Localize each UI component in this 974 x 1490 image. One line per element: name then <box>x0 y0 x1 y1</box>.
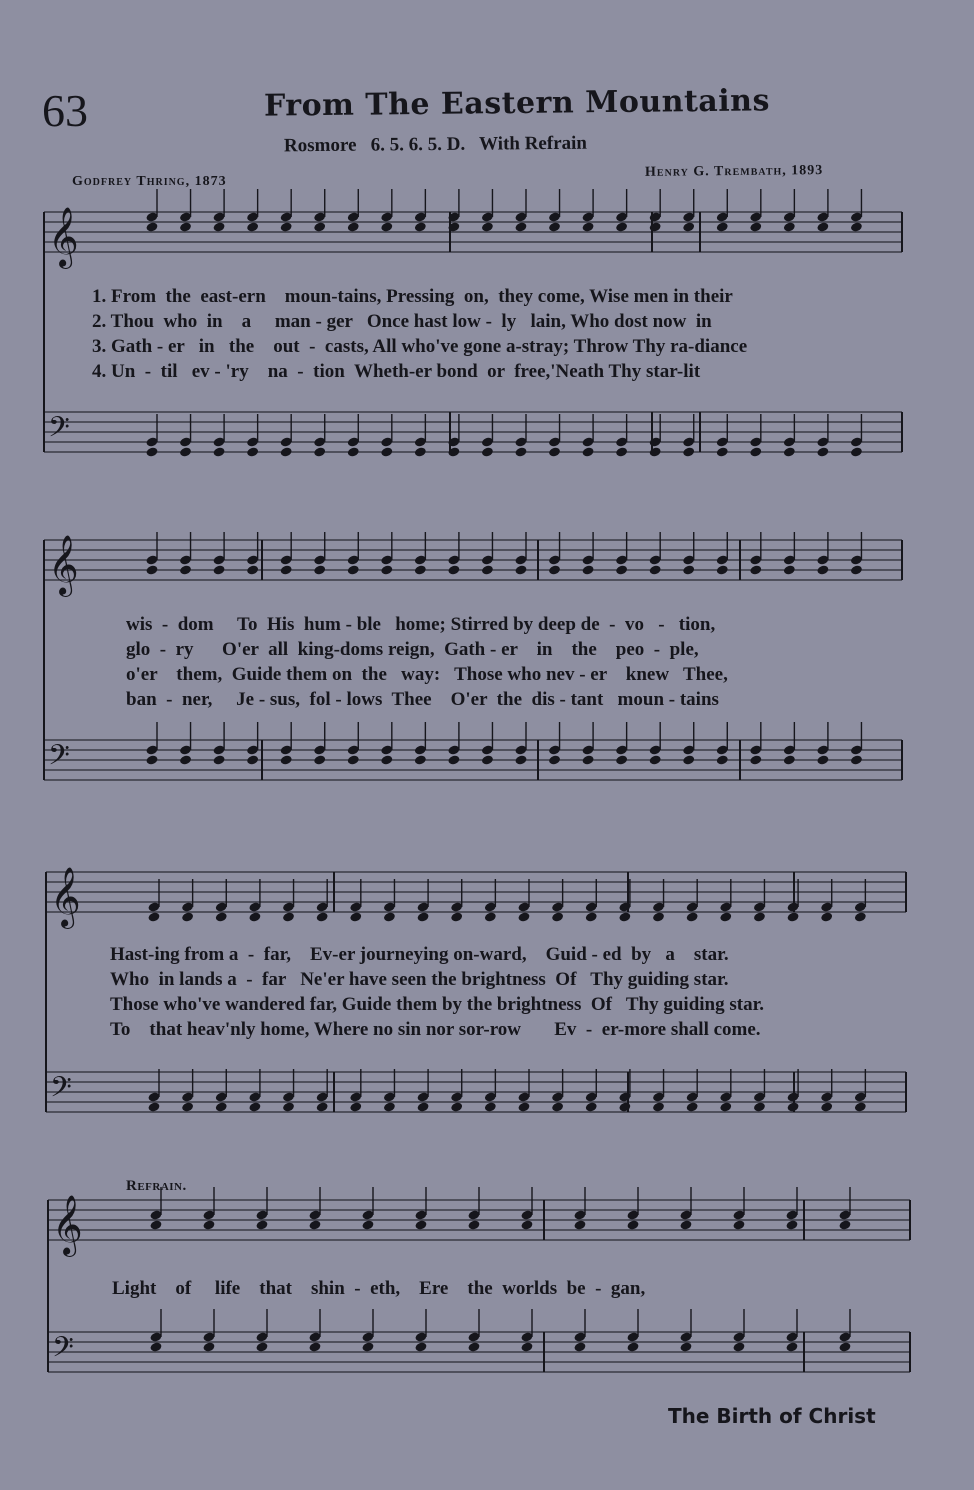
refrain-label: Refrain. <box>126 1178 187 1194</box>
notehead <box>615 446 628 457</box>
notehead <box>716 754 729 765</box>
notehead <box>582 754 595 765</box>
notehead <box>255 1219 268 1230</box>
notehead <box>467 1219 480 1230</box>
notehead <box>361 1219 374 1230</box>
notehead <box>783 221 796 232</box>
notehead <box>181 911 194 922</box>
notehead <box>582 221 595 232</box>
notehead <box>615 564 628 575</box>
notehead <box>213 754 226 765</box>
notehead <box>850 754 863 765</box>
notehead <box>854 911 867 922</box>
notehead <box>816 446 829 457</box>
notehead <box>649 564 662 575</box>
notehead <box>467 1341 480 1352</box>
lyric-line: To that heav'nly home, Where no sin nor sor-row Ev - er-more shall come. <box>110 1019 761 1040</box>
lyric-line: 4. Un - til ev - 'ry na - tion Wheth-er bond or free,'Neath Thy star-lit <box>92 361 701 382</box>
notehead <box>447 754 460 765</box>
notehead <box>787 1101 800 1112</box>
notehead <box>246 446 259 457</box>
notehead <box>383 911 396 922</box>
notehead <box>854 1101 867 1112</box>
notehead <box>213 446 226 457</box>
notehead <box>347 754 360 765</box>
notehead <box>514 564 527 575</box>
notehead <box>255 1341 268 1352</box>
notehead <box>347 221 360 232</box>
notehead <box>785 1219 798 1230</box>
notehead <box>820 911 833 922</box>
lyric-line: 1. From the east-ern moun-tains, Pressing on, they come, Wise men in their <box>92 286 733 307</box>
notehead <box>732 1219 745 1230</box>
treble-clef-icon: 𝄞 <box>50 867 81 927</box>
notehead <box>585 1101 598 1112</box>
notehead <box>732 1341 745 1352</box>
notehead <box>316 1101 329 1112</box>
treble-clef-icon: 𝄞 <box>48 535 79 595</box>
notehead <box>582 446 595 457</box>
notehead <box>215 911 228 922</box>
notehead <box>246 564 259 575</box>
notehead <box>417 911 430 922</box>
notehead <box>783 564 796 575</box>
notehead <box>213 221 226 232</box>
notehead <box>686 911 699 922</box>
bass-clef-icon: 𝄢 <box>50 1071 72 1111</box>
notehead <box>215 1101 228 1112</box>
notehead <box>783 446 796 457</box>
notehead <box>380 754 393 765</box>
notehead <box>414 564 427 575</box>
notehead <box>679 1341 692 1352</box>
tune-meter-line: Rosmore 6. 5. 6. 5. D. With Refrain <box>283 132 588 157</box>
notehead <box>551 911 564 922</box>
bass-clef-icon: 𝄢 <box>48 411 70 451</box>
notehead <box>316 911 329 922</box>
notehead <box>850 221 863 232</box>
notehead <box>308 1341 321 1352</box>
notehead <box>551 1101 564 1112</box>
notehead <box>517 911 530 922</box>
notehead <box>716 564 729 575</box>
notehead <box>649 221 662 232</box>
notehead <box>414 754 427 765</box>
notehead <box>585 911 598 922</box>
notehead <box>682 754 695 765</box>
notehead <box>349 1101 362 1112</box>
notehead <box>145 221 158 232</box>
notehead <box>145 446 158 457</box>
notehead <box>682 221 695 232</box>
notehead <box>447 564 460 575</box>
notehead <box>652 911 665 922</box>
notehead <box>280 446 293 457</box>
notehead <box>548 564 561 575</box>
notehead <box>484 911 497 922</box>
notehead <box>202 1341 215 1352</box>
notehead <box>349 911 362 922</box>
notehead <box>246 754 259 765</box>
bass-clef-icon: 𝄢 <box>52 1331 74 1371</box>
lyric-line: Who in lands a - far Ne'er have seen the brightness Of Thy guiding star. <box>110 969 729 990</box>
notehead <box>649 754 662 765</box>
notehead <box>280 221 293 232</box>
notehead <box>149 1341 162 1352</box>
lyric-line: o'er them, Guide them on the way: Those who nev - er knew Thee, <box>126 664 728 685</box>
notehead <box>816 564 829 575</box>
notehead <box>753 911 766 922</box>
notehead <box>749 564 762 575</box>
notehead <box>308 1219 321 1230</box>
lyric-line: Those who've wandered far, Guide them by the brightness Of Thy guiding star. <box>110 994 765 1015</box>
notehead <box>514 221 527 232</box>
notehead <box>179 564 192 575</box>
notehead <box>615 221 628 232</box>
notehead <box>313 564 326 575</box>
notehead <box>417 1101 430 1112</box>
notehead <box>181 1101 194 1112</box>
notehead <box>682 446 695 457</box>
notehead <box>716 446 729 457</box>
notehead <box>347 564 360 575</box>
lyric-line: wis - dom To His hum - ble home; Stirred by deep de - vo - tion, <box>126 614 716 635</box>
notehead <box>484 1101 497 1112</box>
notehead <box>626 1219 639 1230</box>
notehead <box>149 1219 162 1230</box>
section-footer: The Birth of Christ <box>668 1404 876 1428</box>
treble-clef-icon: 𝄞 <box>52 1195 83 1255</box>
notehead <box>850 564 863 575</box>
notehead <box>582 564 595 575</box>
notehead <box>179 446 192 457</box>
notehead <box>361 1341 374 1352</box>
notehead <box>450 911 463 922</box>
notehead <box>615 754 628 765</box>
notehead <box>749 221 762 232</box>
notehead <box>719 911 732 922</box>
notehead <box>682 564 695 575</box>
notehead <box>414 221 427 232</box>
notehead <box>347 446 360 457</box>
treble-clef-icon: 𝄞 <box>48 207 79 267</box>
notehead <box>514 754 527 765</box>
notehead <box>380 564 393 575</box>
notehead <box>145 564 158 575</box>
notehead <box>783 754 796 765</box>
lyric-line: 3. Gath - er in the out - casts, All who've gone a-stray; Throw Thy ra-diance <box>92 336 748 357</box>
notehead <box>548 221 561 232</box>
notehead <box>652 1101 665 1112</box>
notehead <box>380 221 393 232</box>
notehead <box>686 1101 699 1112</box>
notehead <box>313 754 326 765</box>
notehead <box>248 1101 261 1112</box>
notehead <box>838 1341 851 1352</box>
notehead <box>850 446 863 457</box>
lyric-line: 2. Thou who in a man - ger Once hast low - ly lain, Who dost now in <box>92 311 712 332</box>
notehead <box>414 1341 427 1352</box>
notehead <box>147 1101 160 1112</box>
hymn-title: From The Eastern Mountains <box>263 83 771 124</box>
notehead <box>246 221 259 232</box>
notehead <box>749 446 762 457</box>
bass-clef-icon: 𝄢 <box>48 739 70 779</box>
notehead <box>548 446 561 457</box>
notehead <box>618 911 631 922</box>
notehead <box>548 754 561 765</box>
notehead <box>618 1101 631 1112</box>
notehead <box>414 446 427 457</box>
notehead <box>282 911 295 922</box>
notehead <box>785 1341 798 1352</box>
notehead <box>716 221 729 232</box>
notehead <box>816 221 829 232</box>
notehead <box>787 911 800 922</box>
notehead <box>753 1101 766 1112</box>
notehead <box>719 1101 732 1112</box>
notehead <box>450 1101 463 1112</box>
notehead <box>679 1219 692 1230</box>
notehead <box>520 1219 533 1230</box>
notehead <box>179 754 192 765</box>
lyric-line: Hast-ing from a - far, Ev-er journeying on-ward, Guid - ed by a star. <box>110 944 729 965</box>
notehead <box>573 1219 586 1230</box>
music-credit: Henry G. Trembath, 1893 <box>644 163 824 180</box>
notehead <box>280 564 293 575</box>
notehead <box>282 1101 295 1112</box>
notehead <box>520 1341 533 1352</box>
notehead <box>514 446 527 457</box>
notehead <box>179 221 192 232</box>
notehead <box>481 221 494 232</box>
notehead <box>481 754 494 765</box>
notehead <box>147 911 160 922</box>
notehead <box>280 754 293 765</box>
lyric-line: glo - ry O'er all king-doms reign, Gath - er in the peo - ple, <box>126 639 699 660</box>
words-credit: Godfrey Thring, 1873 <box>72 174 227 189</box>
notehead <box>481 564 494 575</box>
notehead <box>649 446 662 457</box>
notehead <box>481 446 494 457</box>
notehead <box>838 1219 851 1230</box>
notehead <box>380 446 393 457</box>
notehead <box>145 754 158 765</box>
notehead <box>248 911 261 922</box>
notehead <box>383 1101 396 1112</box>
notehead <box>820 1101 833 1112</box>
notehead <box>202 1219 215 1230</box>
notehead <box>573 1341 586 1352</box>
notehead <box>213 564 226 575</box>
notehead <box>313 221 326 232</box>
notehead <box>313 446 326 457</box>
hymn-number: 63 <box>42 85 88 136</box>
notehead <box>749 754 762 765</box>
lyric-line: Light of life that shin - eth, Ere the worlds be - gan, <box>112 1278 646 1299</box>
notehead <box>626 1341 639 1352</box>
notehead <box>816 754 829 765</box>
notehead <box>414 1219 427 1230</box>
notehead <box>517 1101 530 1112</box>
lyric-line: ban - ner, Je - sus, fol - lows Thee O'er the dis - tant moun - tains <box>126 689 719 710</box>
